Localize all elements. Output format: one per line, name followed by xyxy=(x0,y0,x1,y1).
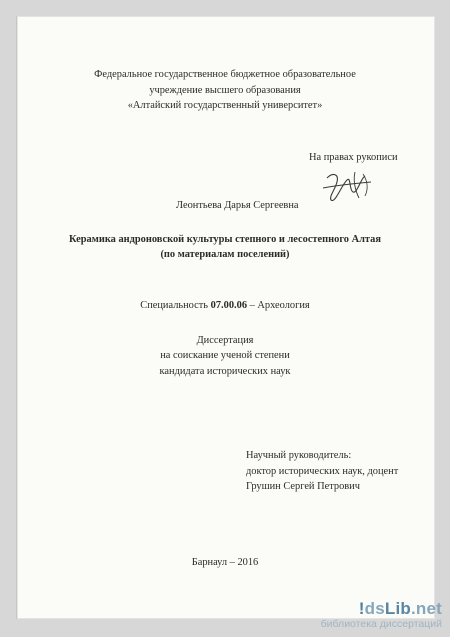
dslib-watermark xyxy=(321,600,442,631)
degree-line-2: кандидата исторических наук xyxy=(159,366,291,377)
degree-line-1: на соискание ученой степени xyxy=(160,350,290,361)
specialty-suffix: – Археология xyxy=(249,300,310,311)
handwritten-signature xyxy=(319,166,379,206)
supervisor-name: Грушин Сергей Петрович xyxy=(246,481,360,492)
dissertation-title-line-2: (по материалам поселений) xyxy=(160,249,290,260)
supervisor-degree: доктор исторических наук, доцент xyxy=(246,466,399,477)
specialty-code: 07.00.06 xyxy=(210,300,248,311)
dissertation-title-line-1: Керамика андроновской культуры степного и лесостепного Алтая xyxy=(69,234,381,245)
dslib-logo-icon: ! xyxy=(358,599,365,618)
specialty-prefix: Специальность xyxy=(140,300,209,311)
dslib-subtitle: библиотека диссертаций xyxy=(320,618,442,630)
place-and-year: Барнаул – 2016 xyxy=(191,557,259,568)
rights-note: На правах рукописи xyxy=(309,152,398,163)
specialty xyxy=(0,299,450,312)
institution-line-2: учреждение высшего образования xyxy=(149,85,301,96)
author-name: Леонтьева Дарья Сергеевна xyxy=(176,200,299,211)
supervisor-label: Научный руководитель: xyxy=(246,450,352,461)
dslib-logo: !dsLib.net xyxy=(358,599,442,618)
institution-line-3: «Алтайский государственный университет» xyxy=(127,100,323,111)
dissertation-label: Диссертация xyxy=(196,335,254,346)
institution-line-1: Федеральное государственное бюджетное образовательное xyxy=(94,69,356,80)
